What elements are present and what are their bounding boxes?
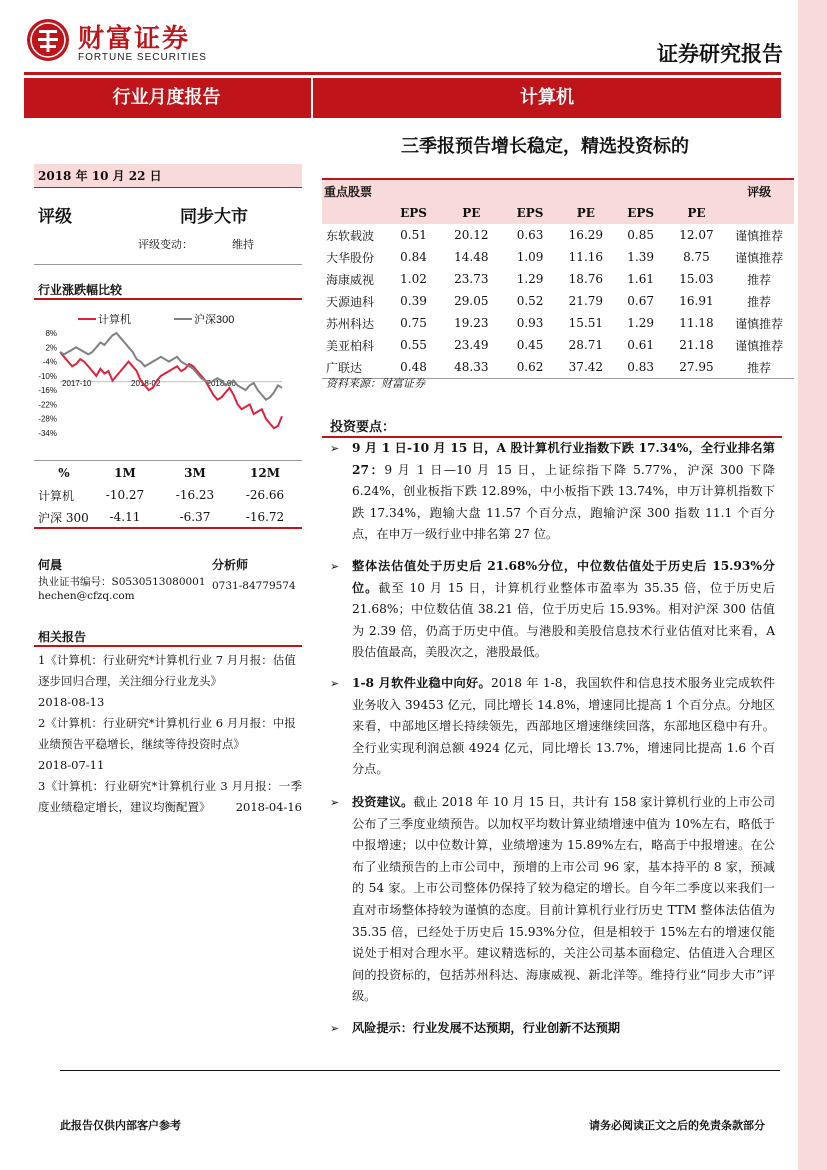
arrow-bullet-icon: ➢ [330, 1022, 340, 1035]
rating-change-value: 维持 [232, 238, 254, 251]
y-tick-label: -22% [38, 400, 57, 410]
table-cell: 1.09 [516, 250, 544, 264]
table-cell: 0.62 [516, 360, 544, 374]
y-tick-label: -16% [38, 386, 57, 396]
y-tick-label: -34% [38, 429, 57, 438]
bullet-text: 2018 年 1-8，我国软件和信息技术服务业完成软件业务收入 39453 亿元，同比增长 14.8%，增速同比提高 1 个百分点。分地区来看，中部地区增长持续领先，西部地区增速继续回落，东部地区稳中有升。全行业实现利润总额 4924 亿元，同比增长 13.7%，增速同比提高 1.6 个百分点。 [352, 676, 775, 777]
bullet-heading: 整体法估值处于历史后 21.68%分位，中位数估值处于历史后 15.93%分位。 [352, 559, 775, 595]
table-cell: -16.23 [175, 488, 215, 502]
divider [34, 460, 302, 461]
x-tick-label: 2017-10 [62, 378, 92, 388]
table-cell: 沪深 300 [38, 510, 89, 525]
table-cell: 20.12 [454, 228, 489, 242]
footer-divider [60, 1070, 780, 1071]
bullet-item [330, 673, 775, 781]
y-tick-label: 8% [45, 329, 57, 338]
divider [34, 264, 302, 265]
right-margin-bar [798, 0, 827, 1170]
table-cell: 0.93 [516, 316, 544, 330]
table-cell: -6.37 [179, 510, 211, 524]
table-cell: -4.11 [109, 510, 141, 524]
header-divider [24, 72, 781, 75]
brand-name-en: FORTUNE SECURITIES [78, 52, 207, 63]
y-tick-label: -28% [38, 414, 57, 424]
table-header: 重点股票 [324, 184, 373, 199]
table-cell: 15.51 [568, 316, 604, 330]
stock-name: 东软载波 [326, 228, 375, 243]
band-industry: 计算机 [520, 87, 574, 108]
table-cell: 11.18 [679, 316, 714, 330]
table-row [38, 484, 300, 506]
bullet-item [330, 1018, 775, 1040]
key-stocks-table [322, 178, 794, 379]
table-cell: 23.49 [454, 338, 489, 352]
table-row [322, 202, 794, 224]
analyst-role: 分析师 [212, 558, 249, 572]
series-line [60, 352, 282, 428]
stock-name: 天源迪科 [326, 294, 375, 309]
arrow-bullet-icon: ➢ [330, 796, 340, 809]
table-cell: 48.33 [454, 360, 489, 374]
table-cell: 12.07 [679, 228, 714, 242]
table-row [38, 462, 300, 484]
table-header: PE [462, 206, 481, 220]
table-header: PE [687, 206, 706, 220]
arrow-bullet-icon: ➢ [330, 677, 340, 690]
table-cell: 37.42 [568, 360, 604, 374]
x-tick-label: 2018-06 [206, 378, 236, 388]
related-title: 相关报告 [38, 630, 87, 644]
bullet-item [330, 792, 775, 1008]
brand-name: 财富证券 [78, 24, 191, 54]
stock-rating: 推荐 [747, 272, 772, 287]
table-row [322, 268, 794, 290]
series-line [60, 333, 282, 400]
analyst-license: 执业证书编号：S0530513080001 [38, 576, 206, 588]
bullet-text: 截至 10 月 15 日，计算机行业整体市盈率为 35.35 倍，位于历史后 21.68%；中位数估值 38.21 倍，位于历史后 15.93%。相对沪深 300 估值为 2.39 倍，仍高于历史中值。与港股和美股信息技术行业估值对比来看，A 股估值最高，美股次之，港股最低。 [352, 580, 776, 660]
table-header: 评级 [747, 184, 772, 199]
table-cell: 0.85 [627, 228, 655, 242]
related-report-item[interactable] [38, 776, 302, 818]
x-tick-label: 2018-02 [131, 378, 161, 388]
table-cell: 16.29 [568, 228, 604, 242]
bullet-heading: 1-8 月软件业稳中向好。 [352, 676, 492, 690]
table-cell: 0.45 [516, 338, 544, 352]
table-header: EPS [627, 206, 655, 220]
divider [34, 527, 302, 529]
table-cell: 0.61 [627, 338, 655, 352]
perf-line-chart [34, 305, 302, 457]
perf-title: 行业涨跌幅比较 [38, 283, 123, 297]
report-title: 三季报预告增长稳定，精选投资标的 [401, 136, 689, 157]
related-report-date: 2018-08-13 [38, 695, 105, 709]
stock-name: 苏州科达 [326, 316, 375, 331]
stock-rating: 谨慎推荐 [735, 338, 784, 353]
table-cell: 0.51 [400, 228, 427, 242]
table-source: 资料来源：财富证券 [326, 377, 425, 390]
table-cell: 0.67 [627, 294, 655, 308]
table-cell: 21.18 [679, 338, 714, 352]
table-cell: 0.39 [400, 294, 427, 308]
related-report-text: 2《计算机：行业研究*计算机行业 6 月月报：中报业绩预告平稳增长，继续等待投资时点》 [38, 716, 296, 751]
stock-rating: 谨慎推荐 [735, 250, 784, 265]
table-cell: 27.95 [679, 360, 714, 374]
divider [34, 645, 302, 647]
table-cell: 11.16 [568, 250, 604, 264]
table-cell: 0.83 [627, 360, 655, 374]
band-report-category: 行业月度报告 [112, 87, 221, 108]
analyst-email[interactable]: hechen@cfzq.com [38, 590, 135, 602]
table-row [322, 180, 794, 202]
perf-table [38, 462, 300, 528]
table-header: 1M [114, 466, 136, 480]
table-cell: 19.23 [454, 316, 489, 330]
table-row [322, 224, 794, 246]
table-cell: 计算机 [38, 488, 75, 503]
bullet-heading: 9 月 1 日-10 月 15 日，A 股计算机行业指数下跌 17.34%，全行业排名第 27： [352, 441, 775, 477]
table-cell: -16.72 [245, 510, 285, 524]
table-cell: -26.66 [245, 488, 285, 502]
table-cell: 18.76 [568, 272, 604, 286]
table-row [322, 334, 794, 356]
y-tick-label: 2% [45, 343, 57, 353]
stock-rating: 谨慎推荐 [735, 316, 784, 331]
table-cell: 14.48 [454, 250, 489, 264]
table-cell: 1.29 [627, 316, 655, 330]
related-report-text: 3《计算机：行业研究*计算机行业 3 月月报：一季度业绩稳定增长，建议均衡配置》 [38, 779, 302, 814]
related-report-item[interactable] [38, 650, 302, 713]
table-cell: 15.03 [679, 272, 714, 286]
rating-label: 评级 [38, 207, 72, 227]
related-report-date: 2018-07-11 [38, 758, 105, 772]
related-report-text: 1《计算机：行业研究*计算机行业 7 月月报：估值逐步回归合理，关注细分行业龙头》 [38, 653, 296, 688]
y-tick-label: -10% [38, 371, 57, 381]
stock-name: 海康威视 [326, 272, 375, 287]
bullet-heading: 风险提示：行业发展不达预期，行业创新不达预期 [352, 1021, 621, 1035]
footer-right: 请务必阅读正文之后的免责条款部分 [589, 1119, 765, 1132]
legend-label: 计算机 [98, 314, 131, 326]
table-header: EPS [400, 206, 427, 220]
table-cell: 0.48 [400, 360, 427, 374]
table-cell: 0.52 [516, 294, 544, 308]
table-header: PE [576, 206, 595, 220]
table-cell: 1.61 [627, 272, 655, 286]
header-band [24, 78, 781, 118]
divider [34, 298, 302, 300]
bullet-text: 9 月 1 日—10 月 15 日，上证综指下降 5.77%，沪深 300 下降 6.24%，创业板指下跌 12.89%，中小板指下跌 13.74%，申万计算机指数下跌 17.34%，跑输大盘 11.57 个百分点，跑输沪深 300 指数 11.1 个百分点，在申万一级行业中排名第 27 位。 [352, 462, 775, 542]
table-cell: 1.39 [627, 250, 655, 264]
table-header: 3M [184, 466, 206, 480]
table-row [322, 312, 794, 334]
table-cell: 21.79 [568, 294, 604, 308]
stock-name: 美亚柏科 [326, 338, 375, 353]
table-cell: 29.05 [454, 294, 489, 308]
table-cell: 1.02 [400, 272, 427, 286]
table-cell: 16.91 [679, 294, 714, 308]
bullet-text: 截止 2018 年 10 月 15 日，共计有 158 家计算机行业的上市公司公布了三季度业绩预告。以加权平均数计算业绩增速中值为 10%左右，略低于中报增速；以中位数计算，业绩增速为 15.89%左右，略高于中报增速。在公布了业绩预告的上市公司中，预增的上市公司 96 家，基本持平的 8 家，预减的 54 家。上市公司整体仍保持了较为稳定的增长。自今年二季度以来我们一直对市场整体持较为谨慎的态度。目前计算机行业行历史 TTM 整体法估值为 35.35 倍，已经处于历史后 15.93%分位，但是相较于 15%左右的增速仅能说处于相对合理水平。建议精选标的，关注公司基本面稳定、估值进入合理区间的投资标的，包括苏州科达、海康威视、新北洋等。维持行业“同步大市”评级。 [352, 795, 776, 1004]
table-cell: 1.29 [516, 272, 544, 286]
table-header: EPS [516, 206, 544, 220]
table-cell: 0.55 [400, 338, 427, 352]
table-cell: 0.63 [516, 228, 544, 242]
report-date: 2018 年 10 月 22 日 [34, 164, 302, 188]
bullet-heading: 投资建议。 [352, 795, 414, 809]
report-type: 证券研究报告 [657, 41, 783, 66]
table-row [322, 290, 794, 312]
fortune-logo-icon [26, 18, 70, 62]
rating-value: 同步大市 [180, 207, 248, 227]
bullet-item [330, 556, 775, 664]
arrow-bullet-icon: ➢ [330, 442, 340, 455]
table-cell: -10.27 [105, 488, 145, 502]
table-header: % [58, 466, 70, 480]
footer-left: 此报告仅供内部客户参考 [60, 1119, 181, 1132]
y-tick-label: -4% [42, 357, 57, 367]
related-report-date: 2018-04-16 [235, 800, 302, 814]
investment-title: 投资要点： [330, 420, 396, 435]
legend-label: 沪深300 [194, 314, 235, 326]
rating-change-label: 评级变动： [138, 238, 193, 251]
table-row [322, 246, 794, 268]
related-report-item[interactable] [38, 713, 302, 776]
analyst-phone: 0731-84779574 [212, 580, 296, 592]
table-cell: 23.73 [454, 272, 489, 286]
stock-rating: 推荐 [747, 294, 772, 309]
table-row [38, 506, 300, 528]
table-cell: 0.75 [400, 316, 427, 330]
stock-name: 大华股份 [326, 250, 375, 265]
stock-rating: 推荐 [747, 360, 772, 375]
table-cell: 28.71 [568, 338, 604, 352]
table-cell: 8.75 [683, 250, 710, 264]
analyst-name: 何晨 [38, 558, 63, 572]
bullet-item [330, 438, 775, 546]
table-header: 12M [250, 466, 280, 480]
table-cell: 0.84 [400, 250, 427, 264]
arrow-bullet-icon: ➢ [330, 560, 340, 573]
stock-rating: 谨慎推荐 [735, 228, 784, 243]
stock-name: 广联达 [326, 360, 363, 375]
